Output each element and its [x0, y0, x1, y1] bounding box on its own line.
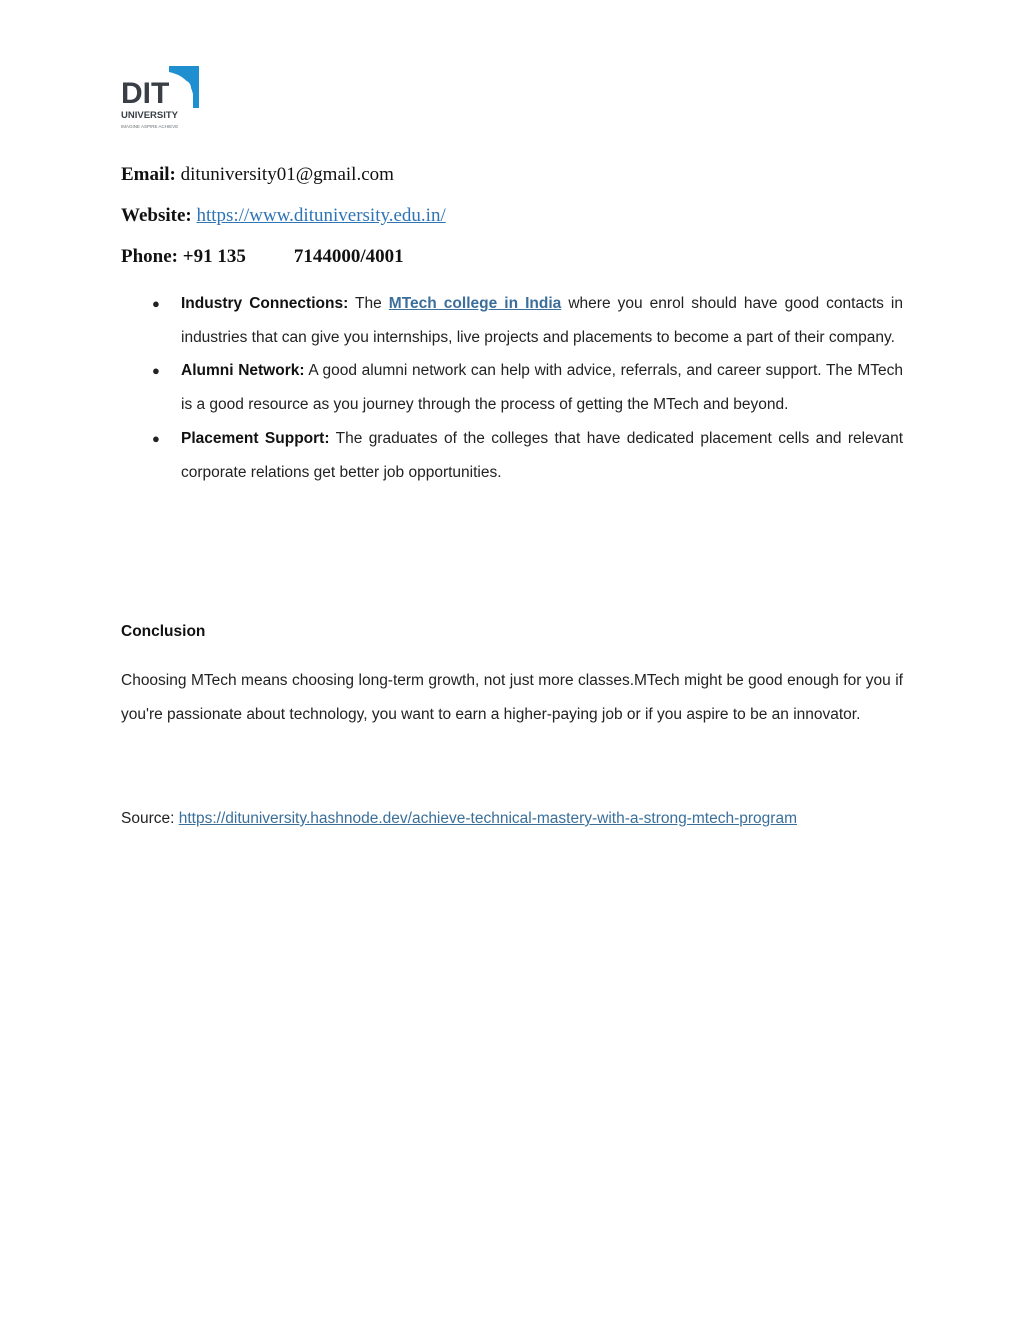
bullet-title: Placement Support: [181, 429, 330, 447]
logo-tagline: IMAGINE ASPIRE ACHIEVE [121, 124, 179, 129]
list-item [140, 287, 903, 354]
bullet-text: The [348, 295, 389, 312]
list-item [140, 354, 903, 421]
phone-label: Phone: +91 135 [121, 246, 246, 267]
phone-line [121, 246, 404, 268]
email-label: Email: [121, 164, 176, 185]
bullet-text: where you enrol should have good contacts in industries that can give you internships, live projects and placements to become a part of their company. [181, 295, 903, 346]
logo-subname: UNIVERSITY [121, 110, 179, 121]
bullet-icon: ● [152, 430, 160, 446]
bullet-icon: ● [152, 363, 160, 379]
list-item [140, 422, 903, 489]
email-line [121, 164, 394, 186]
source-line [121, 810, 797, 828]
bullet-title: Industry Connections: [181, 295, 349, 312]
dit-university-logo [119, 66, 201, 132]
phone-value: 7144000/4001 [293, 246, 404, 267]
bullet-text: A good alumni network can help with advice, referrals, and career support. The MTech is a good resource as you journey through the process of getting the MTech and beyond. [181, 362, 903, 414]
email-value: dituniversity01@gmail.com [180, 164, 394, 185]
conclusion-paragraph: Choosing MTech means choosing long-term growth, not just more classes.MTech might be good enough for you if you're passionate about technology, you want to earn a higher-paying job or if you aspire to be an innovator. [121, 672, 903, 723]
conclusion-heading: Conclusion [121, 623, 206, 640]
website-link[interactable]: https://www.dituniversity.edu.in/ [196, 205, 446, 226]
feature-bullet-list [140, 287, 903, 489]
source-label: Source: [121, 810, 179, 827]
bullet-title: Alumni Network: [181, 362, 305, 380]
logo-graphic [119, 66, 201, 132]
mtech-college-link[interactable]: MTech college in India [388, 295, 562, 312]
logo-name: DIT [121, 77, 170, 110]
bullet-icon: ● [152, 296, 160, 311]
website-label: Website: [121, 205, 192, 226]
source-link[interactable]: https://dituniversity.hashnode.dev/achieve-technical-mastery-with-a-strong-mtech-program [178, 810, 797, 827]
website-line [121, 205, 446, 227]
bullet-text: The graduates of the colleges that have dedicated placement cells and relevant corporate relations get better job opportunities. [181, 429, 903, 481]
